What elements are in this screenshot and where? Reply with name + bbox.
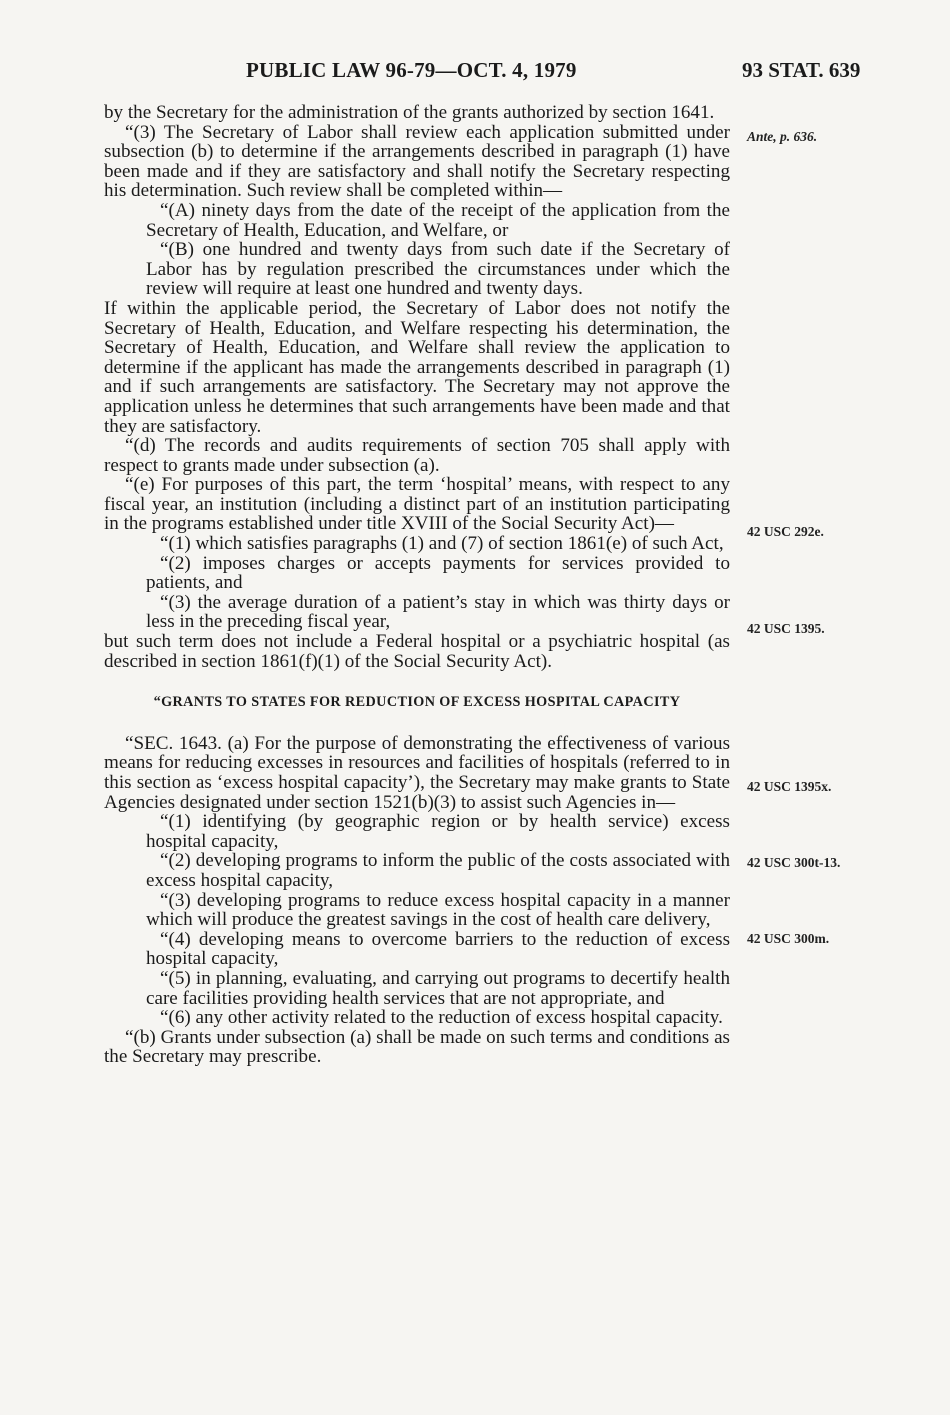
margin-note: 42 USC 1395.: [747, 621, 825, 636]
law-title: PUBLIC LAW 96-79—OCT. 4, 1979: [246, 58, 577, 82]
paragraph: “(e) For purposes of this part, the term ‘hospital’ means, with respect to any fiscal year, an institution (including a distinct part of an institution participating in the programs established under title XVIII of the Social Security Act)—: [104, 474, 730, 535]
paragraph: “(A) ninety days from the date of the receipt of the application from the Secretary of Health, Education, and Welfare, or: [146, 199, 730, 241]
page-header: [0, 58, 950, 86]
paragraph: “(d) The records and audits requirements of section 705 shall apply with respect to grants made under subsection (a).: [104, 435, 730, 476]
paragraph: “(2) developing programs to inform the public of the costs associated with excess hospital capacity,: [146, 850, 730, 891]
paragraph: “(1) which satisfies paragraphs (1) and (7) of section 1861(e) of such Act,: [160, 533, 724, 555]
paragraph: “(3) developing programs to reduce excess hospital capacity in a manner which will produce the greatest savings in the cost of health care delivery,: [146, 889, 730, 931]
stat-page-ref: 93 STAT. 639: [742, 58, 861, 82]
paragraph: “(3) The Secretary of Labor shall review each application submitted under subsection (b) to determine if the arrangements described in paragraph (1) have been made and if they are satisfactory and shall notify the Secretary respecting his determination. Such review shall be completed within—: [104, 121, 730, 202]
section-heading: “GRANTS TO STATES FOR REDUCTION OF EXCESS HOSPITAL CAPACITY: [153, 694, 681, 711]
margin-note: 42 USC 300m.: [747, 931, 830, 946]
margin-note: 42 USC 1395x.: [747, 779, 832, 794]
paragraph: by the Secretary for the administration of the grants authorized by section 1641.: [104, 102, 715, 123]
paragraph: “(2) imposes charges or accepts payments for services provided to patients, and: [146, 552, 730, 594]
paragraph: “(B) one hundred and twenty days from such date if the Secretary of Labor has by regulation prescribed the circumstances under which the review will require at least one hundred and twenty days.: [146, 239, 730, 300]
paragraph: “(1) identifying (by geographic region or by health service) excess hospital capacity,: [146, 811, 730, 852]
paragraph: If within the applicable period, the Secretary of Labor does not notify the Secretary of Health, Education, and Welfare respecting his determination, the Secretary of Health, Education, and Welfare shall review the application to determine if the applicant has made the arrangements described in paragraph (1) and if such arrangements are satisfactory. The Secretary may not approve the application unless he determines that such arrangements have been made and that they are satisfactory.: [104, 297, 730, 437]
paragraph: “(6) any other activity related to the reduction of excess hospital capacity.: [160, 1007, 723, 1029]
paragraph: “(4) developing means to overcome barriers to the reduction of excess hospital capacity,: [146, 928, 730, 970]
paragraph: “(b) Grants under subsection (a) shall be made on such terms and conditions as the Secretary may prescribe.: [104, 1026, 730, 1068]
margin-note: 42 USC 300t-13.: [747, 855, 841, 870]
margin-note: 42 USC 292e.: [747, 524, 824, 539]
paragraph: “(3) the average duration of a patient’s stay in which was thirty days or less in the preceding fiscal year,: [146, 591, 730, 633]
paragraph: “SEC. 1643. (a) For the purpose of demonstrating the effectiveness of various means for reducing excesses in resources and facilities of hospitals (referred to in this section as ‘excess hospital capacity’), the Secretary may make grants to State Agencies designated under section 1521(b)(3) to assist such Agencies in—: [104, 732, 730, 813]
document-body: [104, 103, 730, 1067]
paragraph: but such term does not include a Federal hospital or a psychiatric hospital (as described in section 1861(f)(1) of the Social Security Act).: [104, 631, 730, 672]
margin-note: Ante, p. 636.: [747, 129, 818, 144]
paragraph: “(5) in planning, evaluating, and carrying out programs to decertify health care facilities providing health services that are not appropriate, and: [146, 967, 730, 1009]
